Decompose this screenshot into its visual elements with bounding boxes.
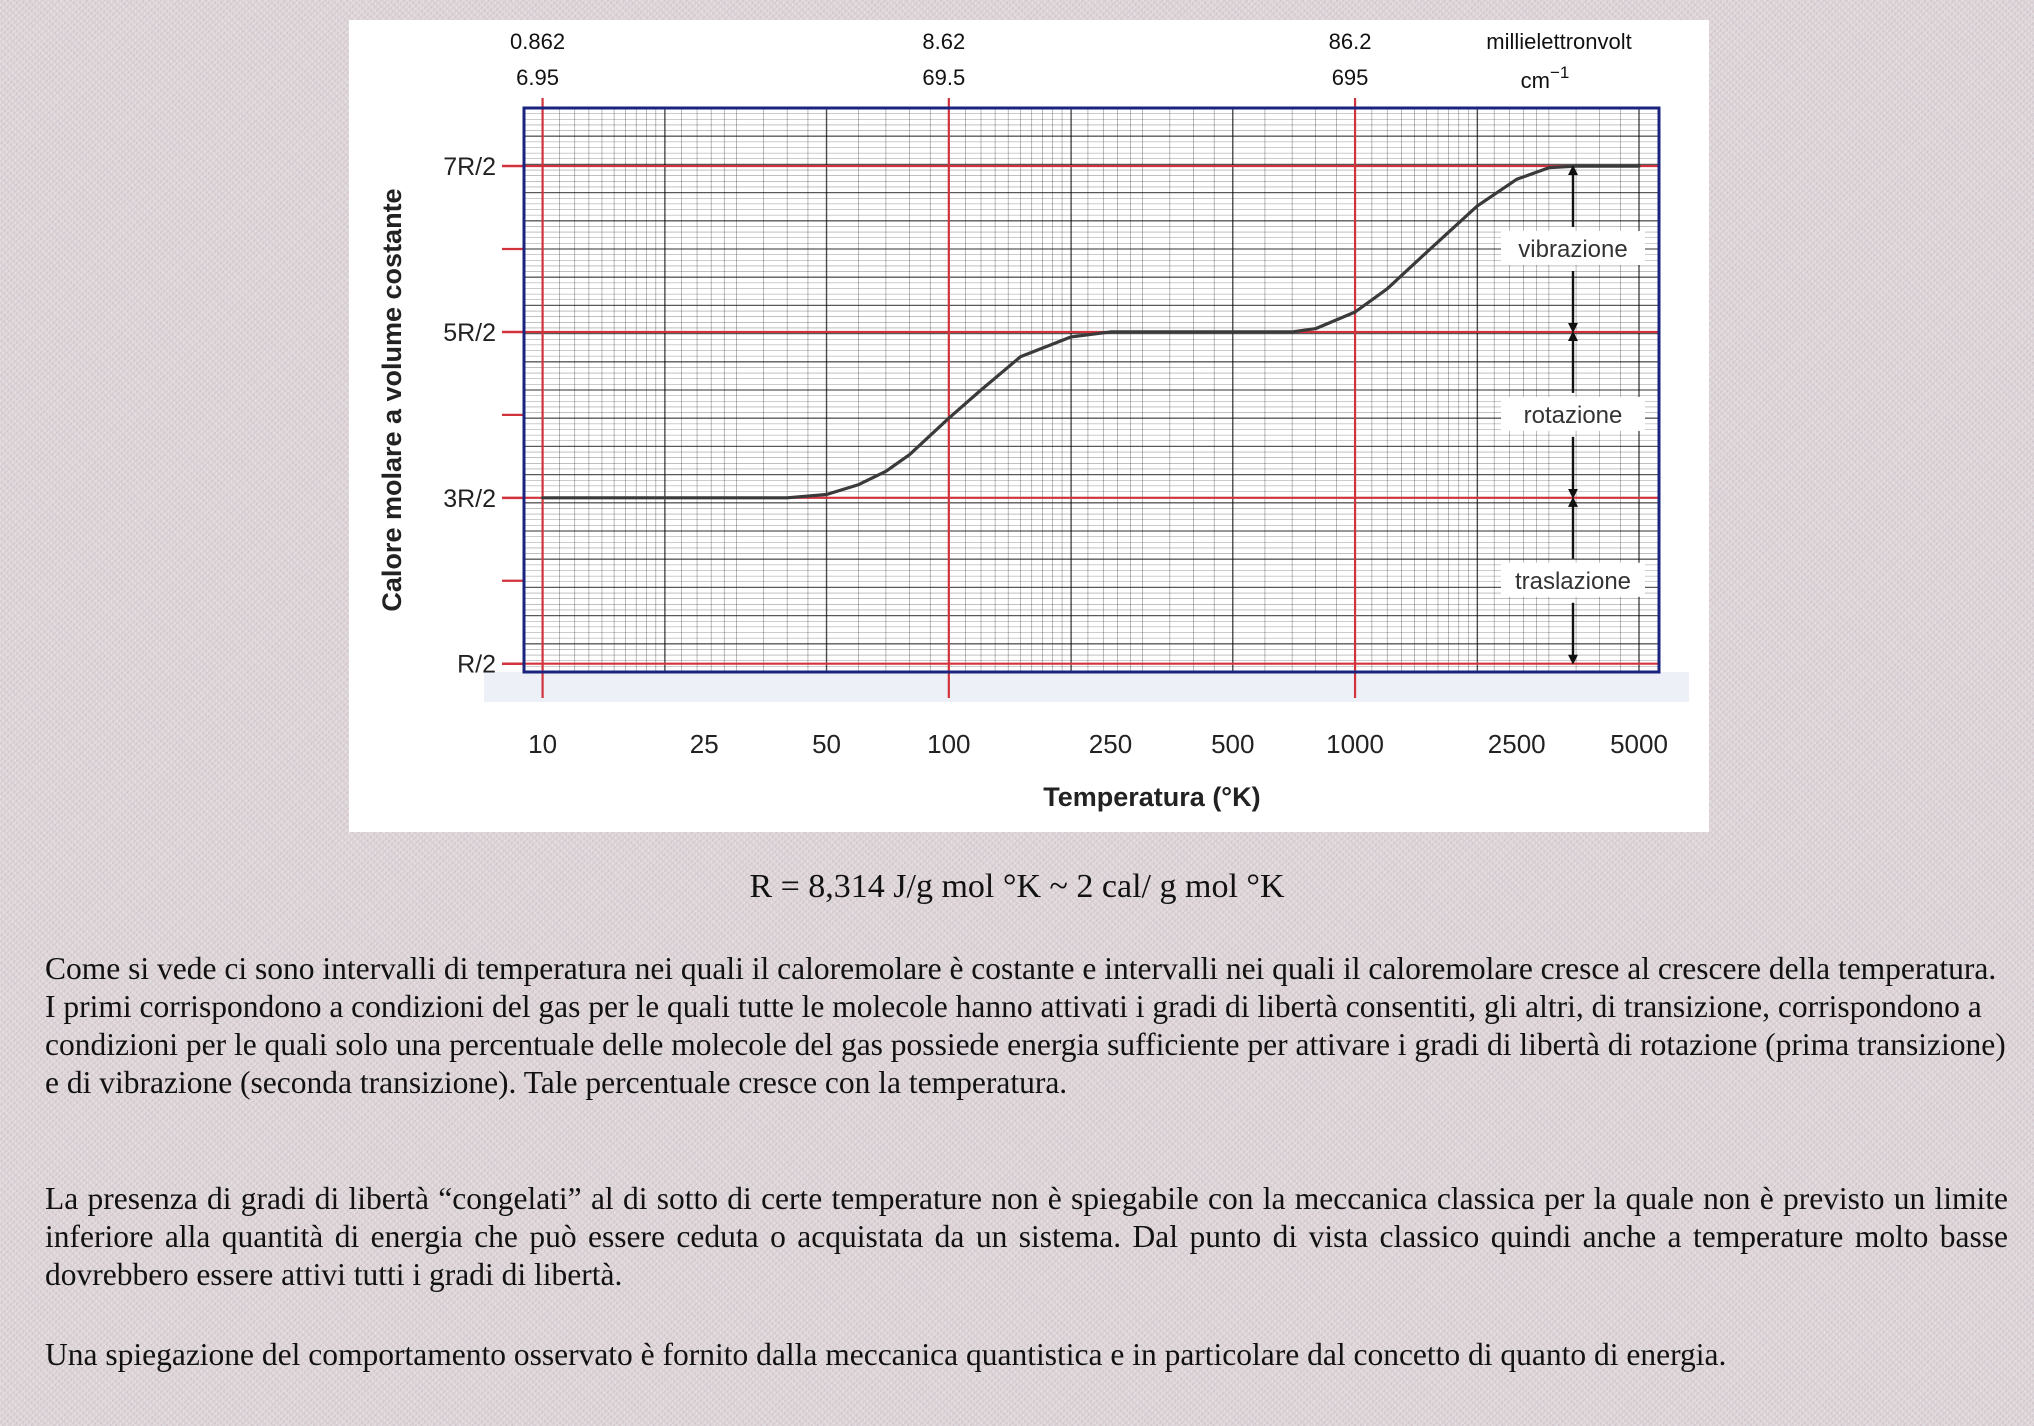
annotation-label-traslazione: traslazione xyxy=(1514,567,1632,595)
x-tick-label: 1000 xyxy=(1326,729,1384,759)
annotation-label-rotazione: rotazione xyxy=(1523,401,1623,429)
x-tick-label: 25 xyxy=(689,729,719,759)
y-tick-label: 7R/2 xyxy=(443,153,496,182)
top-axis-unit-wavenumber xyxy=(1521,63,1570,93)
x-tick-label: 100 xyxy=(927,729,971,759)
x-tick-label: 5000 xyxy=(1610,729,1668,759)
x-tick-label: 50 xyxy=(812,729,841,759)
x-tick-label: 250 xyxy=(1088,729,1133,759)
grid-lines xyxy=(524,108,1659,672)
y-tick-label: 3R/2 xyxy=(443,484,496,513)
top-axis-wavenumber-label: 6.95 xyxy=(516,65,560,90)
gas-constant-formula: R = 8,314 J/g mol °K ~ 2 cal/ g mol °K xyxy=(749,868,1285,905)
x-axis-label: Temperatura (°K) xyxy=(1043,782,1261,812)
chart-figure xyxy=(349,20,1709,832)
top-axis-unit-mev: millielettronvolt xyxy=(1486,29,1632,54)
x-tick-label: 500 xyxy=(1211,729,1255,759)
paragraph-frozen-degrees: La presenza di gradi di libertà “congelati” al di sotto di certe temperature non è spiegabile con la meccanica classica per la quale non è previsto un limite inferiore alla quantità di energia che può essere ceduta o acquistata da un sistema. Dal punto di vista classico quindi anche a temperature molto basse dovrebbero essere attivi tutti i gradi di libertà. xyxy=(45,1181,2008,1292)
y-tick-label: 5R/2 xyxy=(443,318,496,347)
y-axis-label: Calore molare a volume costante xyxy=(377,188,407,612)
top-axis-wavenumber-label: 695 xyxy=(1331,65,1369,90)
unit-superscript: −1 xyxy=(1549,63,1570,82)
paragraph-quantum-explanation: Una spiegazione del comportamento osservato è fornito dalla meccanica quantistica e in particolare dal concetto di quanto di energia. xyxy=(45,1337,1727,1372)
top-axis-wavenumber-label: 69.5 xyxy=(922,65,966,90)
top-axis-mev-label: 8.62 xyxy=(922,29,966,54)
x-tick-label: 10 xyxy=(528,729,558,759)
unit-base: cm xyxy=(1520,68,1550,93)
top-axis-mev-label: 0.862 xyxy=(510,29,566,54)
top-axis-mev-label: 86.2 xyxy=(1328,29,1372,54)
plot-bottom-band xyxy=(484,672,1689,702)
chart-plot xyxy=(349,20,1709,832)
x-tick-label: 2500 xyxy=(1487,729,1546,759)
paragraph-transitions: Come si vede ci sono intervalli di temperatura nei quali il caloremolare è costante e intervalli nei quali il caloremolare cresce al crescere della temperatura. I primi corrispondono a condizioni del gas per le quali tutte le molecole hanno attivati i gradi di libertà consentiti, gli altri, di transizione, corrispondono a condizioni per le quali solo una percentuale delle molecole del gas possiede energia sufficiente per attivare i gradi di libertà di rotazione (prima transizione) e di vibrazione (seconda transizione). Tale percentuale cresce con la temperatura. xyxy=(45,951,2006,1100)
y-tick-label: R/2 xyxy=(457,650,496,679)
annotation-label-vibrazione: vibrazione xyxy=(1518,236,1628,263)
